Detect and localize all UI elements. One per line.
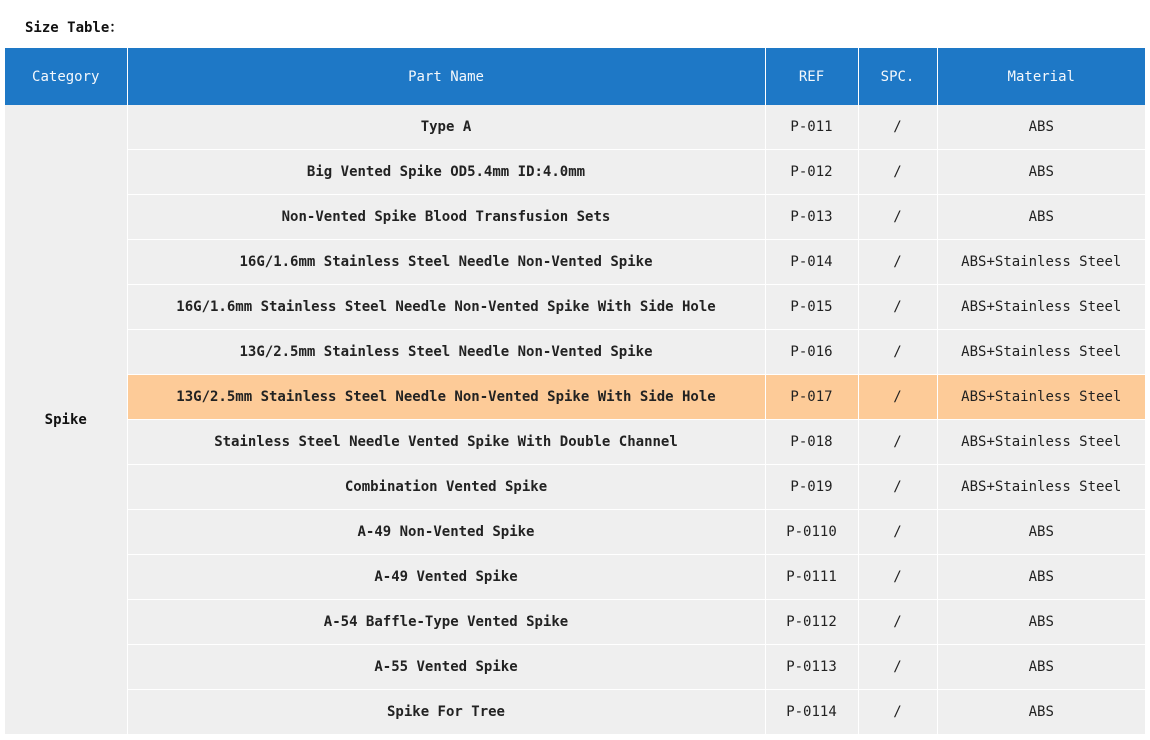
material-cell: ABS [937, 645, 1145, 690]
part-name-cell: A-54 Baffle-Type Vented Spike [127, 600, 765, 645]
spc-cell: / [858, 285, 937, 330]
table-row [5, 690, 1145, 735]
column-header-spc: SPC. [858, 48, 937, 105]
part-name-cell: Type A [127, 105, 765, 150]
ref-cell: P-0114 [765, 690, 858, 735]
table-row [5, 600, 1145, 645]
spc-cell: / [858, 465, 937, 510]
ref-cell: P-011 [765, 105, 858, 150]
material-cell: ABS [937, 510, 1145, 555]
column-header-ref: REF [765, 48, 858, 105]
size-table-title: Size Table： [25, 20, 124, 36]
table-body [5, 105, 1145, 735]
table-row [5, 420, 1145, 465]
material-cell: ABS+Stainless Steel [937, 465, 1145, 510]
material-cell: ABS [937, 690, 1145, 735]
material-cell: ABS [937, 150, 1145, 195]
part-name-cell: 13G/2.5mm Stainless Steel Needle Non-Vented Spike [127, 330, 765, 375]
spc-cell: / [858, 555, 937, 600]
ref-cell: P-013 [765, 195, 858, 240]
material-cell: ABS+Stainless Steel [937, 240, 1145, 285]
material-cell: ABS+Stainless Steel [937, 375, 1145, 420]
spc-cell: / [858, 375, 937, 420]
spc-cell: / [858, 420, 937, 465]
ref-cell: P-015 [765, 285, 858, 330]
table-row [5, 105, 1145, 150]
table-row [5, 465, 1145, 510]
part-name-cell: 16G/1.6mm Stainless Steel Needle Non-Vented Spike [127, 240, 765, 285]
material-cell: ABS+Stainless Steel [937, 420, 1145, 465]
spc-cell: / [858, 645, 937, 690]
category-cell: Spike [5, 105, 127, 735]
spc-cell: / [858, 195, 937, 240]
table-row [5, 510, 1145, 555]
part-name-cell: A-49 Vented Spike [127, 555, 765, 600]
table-row [5, 375, 1145, 420]
part-name-cell: A-55 Vented Spike [127, 645, 765, 690]
spc-cell: / [858, 510, 937, 555]
ref-cell: P-017 [765, 375, 858, 420]
ref-cell: P-019 [765, 465, 858, 510]
ref-cell: P-0113 [765, 645, 858, 690]
part-name-cell: Big Vented Spike OD5.4mm ID:4.0mm [127, 150, 765, 195]
part-name-cell: Non-Vented Spike Blood Transfusion Sets [127, 195, 765, 240]
ref-cell: P-016 [765, 330, 858, 375]
table-header-row [5, 48, 1145, 105]
material-cell: ABS [937, 555, 1145, 600]
spc-cell: / [858, 240, 937, 285]
table-row [5, 150, 1145, 195]
ref-cell: P-014 [765, 240, 858, 285]
spc-cell: / [858, 690, 937, 735]
part-name-cell: A-49 Non-Vented Spike [127, 510, 765, 555]
material-cell: ABS+Stainless Steel [937, 285, 1145, 330]
ref-cell: P-0111 [765, 555, 858, 600]
part-name-cell: Stainless Steel Needle Vented Spike With Double Channel [127, 420, 765, 465]
table-row [5, 555, 1145, 600]
column-header-material: Material [937, 48, 1145, 105]
ref-cell: P-012 [765, 150, 858, 195]
spc-cell: / [858, 600, 937, 645]
table-row [5, 645, 1145, 690]
part-name-cell: Combination Vented Spike [127, 465, 765, 510]
table-row [5, 285, 1145, 330]
material-cell: ABS+Stainless Steel [937, 330, 1145, 375]
column-header-category: Category [5, 48, 127, 105]
ref-cell: P-0110 [765, 510, 858, 555]
table-row [5, 240, 1145, 285]
material-cell: ABS [937, 105, 1145, 150]
part-name-cell: 16G/1.6mm Stainless Steel Needle Non-Vented Spike With Side Hole [127, 285, 765, 330]
spc-cell: / [858, 330, 937, 375]
spc-cell: / [858, 150, 937, 195]
table-row [5, 195, 1145, 240]
table-row [5, 330, 1145, 375]
part-name-cell: 13G/2.5mm Stainless Steel Needle Non-Vented Spike With Side Hole [127, 375, 765, 420]
size-table [5, 48, 1145, 735]
material-cell: ABS [937, 195, 1145, 240]
part-name-cell: Spike For Tree [127, 690, 765, 735]
column-header-part-name: Part Name [127, 48, 765, 105]
material-cell: ABS [937, 600, 1145, 645]
ref-cell: P-018 [765, 420, 858, 465]
ref-cell: P-0112 [765, 600, 858, 645]
spc-cell: / [858, 105, 937, 150]
